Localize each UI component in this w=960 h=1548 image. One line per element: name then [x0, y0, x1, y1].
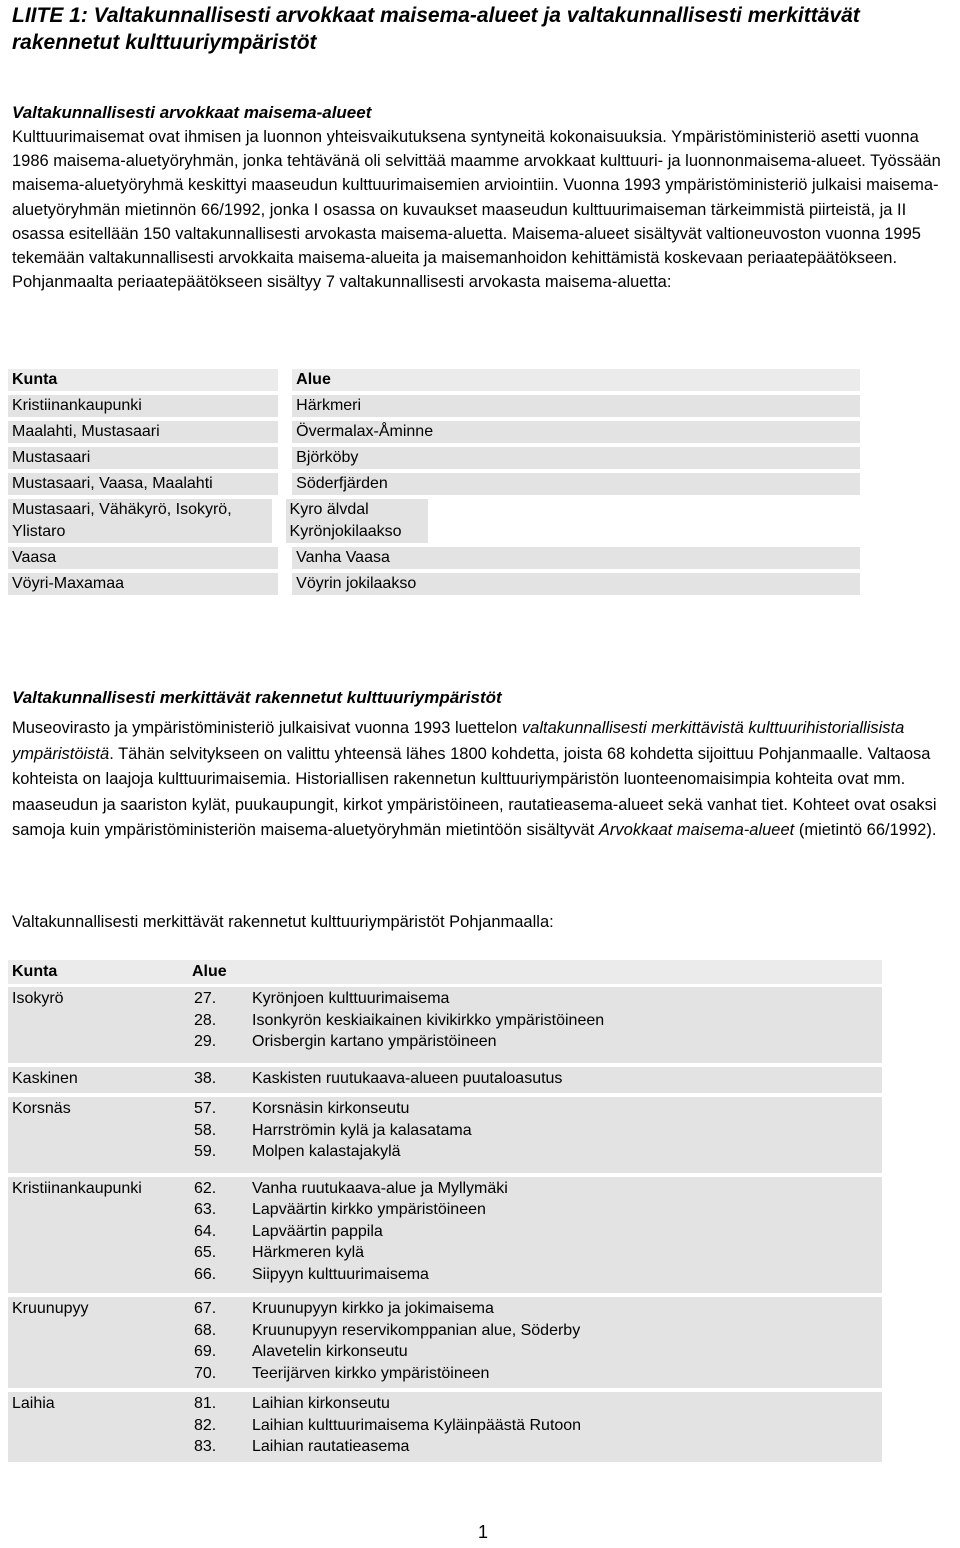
item-number: 64.: [194, 1222, 217, 1240]
list-item: [188, 1242, 882, 1264]
cell-kunta: Mustasaari: [8, 447, 278, 469]
list-item: [188, 1363, 882, 1385]
list-item: [188, 1436, 882, 1458]
table-row: [8, 1297, 882, 1388]
landscape-areas-table: [8, 369, 860, 599]
section2-text-a: Museovirasto ja ympäristöministeriö julkaisivat vuonna 1993 luettelon: [12, 719, 522, 737]
item-number: 29.: [194, 1033, 217, 1050]
item-name: Lapväärtin pappila: [252, 1222, 383, 1240]
cell-kunta: Kristiinankaupunki: [8, 395, 278, 417]
item-name: Alavetelin kirkonseutu: [252, 1343, 408, 1360]
item-number: 68.: [194, 1321, 217, 1339]
list-item: [188, 1393, 882, 1415]
item-number: 27.: [194, 990, 217, 1007]
cell-alue-list: [188, 1098, 882, 1163]
item-name: Orisbergin kartano ympäristöineen: [252, 1033, 497, 1050]
header-alue: Alue: [192, 963, 227, 980]
item-number: 63.: [194, 1201, 217, 1218]
item-name: Siipyyn kulttuurimaisema: [252, 1265, 429, 1283]
item-name: Kruunupyyn kirkko ja jokimaisema: [252, 1300, 494, 1317]
item-name: Kyrönjoen kulttuurimaisema: [252, 990, 450, 1007]
cell-alue-list: [188, 1178, 882, 1286]
item-name: Härkmeren kylä: [252, 1244, 365, 1261]
table-row: [8, 395, 860, 417]
list-item: [188, 1415, 882, 1437]
item-name: Laihian rautatieasema: [252, 1438, 410, 1455]
list-item: [188, 1141, 882, 1163]
item-number: 81.: [194, 1395, 217, 1412]
table-row: [8, 421, 860, 443]
header-alue: Alue: [292, 369, 860, 391]
item-number: 28.: [194, 1011, 217, 1029]
item-number: 83.: [194, 1438, 217, 1455]
cell-alue: Kyro älvdal Kyrönjokilaakso: [286, 499, 428, 543]
item-number: 66.: [194, 1265, 217, 1283]
list-item: [188, 1298, 882, 1320]
table-row: [8, 1097, 882, 1173]
section2-emphasis-2: Arvokkaat maisema-alueet: [598, 821, 795, 840]
cell-kunta: Vaasa: [8, 547, 278, 569]
list-item: [188, 1320, 882, 1342]
table-row: [8, 499, 860, 543]
cell-alue: Vanha Vaasa: [292, 547, 860, 569]
list-item: [188, 1010, 882, 1032]
table-row: [8, 1392, 882, 1462]
cell-alue: Vöyrin jokilaakso: [292, 573, 860, 595]
table-row: [8, 1177, 882, 1294]
cell-alue-list: [188, 1393, 882, 1458]
list-item: [188, 1199, 882, 1221]
page-number: 1: [478, 1522, 489, 1542]
item-name: Kruunupyyn reservikomppanian alue, Söderby: [252, 1321, 581, 1339]
cell-kunta: Maalahti, Mustasaari: [8, 421, 278, 443]
section2-paragraph: [12, 716, 956, 844]
item-name: Laihian kirkonseutu: [252, 1395, 390, 1412]
section2-text-c: (mietintö 66/1992).: [794, 821, 937, 840]
list-item: [188, 1264, 882, 1286]
cell-alue-list: [188, 1068, 882, 1090]
section2-heading: Valtakunnallisesti merkittävät rakennetut kulttuuriympäristöt: [12, 688, 502, 707]
cell-alue: Söderfjärden: [292, 473, 860, 495]
table-row: [8, 473, 860, 495]
table-row: [8, 987, 882, 1063]
cell-kunta: Mustasaari, Vaasa, Maalahti: [8, 473, 278, 495]
cell-alue: Björköby: [292, 447, 860, 469]
item-name: Isonkyrön keskiaikainen kivikirkko ympäristöineen: [252, 1011, 605, 1029]
item-number: 69.: [194, 1343, 217, 1360]
section2-text-b: . Tähän selvitykseen on valittu yhteensä lähes 1800 kohdetta, joista 68 kohdetta sijoittuu Pohjanmaalle. Valtaosa kohteista on laajoja kulttuurimaisemia. Historiallisen rakennetun kulttuuriympäristön luonteenomaisimpia kohteita ovat mm. maaseudun ja saariston kylät, puukaupungit, kirkot ympäristöineen, rautatieasema-alueet sekä vanhat tiet. Kohteet ovat osaksi samoja kuin ympäristöministeriön maisema-aluetyöryhmän mietintöön sisältyvät: [12, 744, 937, 840]
item-number: 65.: [194, 1244, 217, 1261]
item-number: 62.: [194, 1179, 217, 1197]
table-row: [8, 547, 860, 569]
section2-emphasis-1: valtakunnallisesti merkittävistä kulttuurihistoriallisista ympäristöistä: [12, 719, 905, 763]
list-item: [188, 1221, 882, 1243]
item-name: Laihian kulttuurimaisema Kyläinpäästä Rutoon: [252, 1416, 582, 1434]
item-name: Teerijärven kirkko ympäristöineen: [252, 1364, 490, 1382]
item-name: Molpen kalastajakylä: [252, 1143, 401, 1160]
item-name: Harrströmin kylä ja kalasatama: [252, 1121, 472, 1139]
cell-kunta: Isokyrö: [12, 990, 64, 1007]
list-item: [188, 1341, 882, 1363]
cell-kunta: Kaskinen: [12, 1069, 78, 1087]
list-item: [188, 1031, 882, 1053]
item-number: 59.: [194, 1143, 217, 1160]
table-row: [8, 447, 860, 469]
cell-alue: Övermalax-Åminne: [292, 421, 860, 443]
item-number: 57.: [194, 1100, 217, 1117]
item-number: 70.: [194, 1364, 217, 1382]
item-name: Lapväärtin kirkko ympäristöineen: [252, 1201, 486, 1218]
document-title: LIITE 1: Valtakunnallisesti arvokkaat maisema-alueet ja valtakunnallisesti merkittävät rakennetut kulttuuriympäristöt: [12, 4, 860, 54]
cell-kunta: Kristiinankaupunki: [12, 1179, 142, 1197]
list-item: [188, 1120, 882, 1142]
table-header-row: [8, 369, 860, 391]
cell-kunta: Vöyri-Maxamaa: [8, 573, 278, 595]
table-row: [8, 1067, 882, 1094]
table-header-row: [8, 960, 882, 984]
built-environments-table: [8, 960, 882, 1466]
cell-alue-list: [188, 1298, 882, 1384]
item-name: Korsnäsin kirkonseutu: [252, 1100, 410, 1117]
cell-kunta: Korsnäs: [12, 1100, 71, 1117]
section1-heading: Valtakunnallisesti arvokkaat maisema-alueet: [12, 103, 372, 122]
section2-intro: Valtakunnallisesti merkittävät rakennetut kulttuuriympäristöt Pohjanmaalla:: [12, 913, 554, 931]
section1-paragraph: Kulttuurimaisemat ovat ihmisen ja luonnon yhteisvaikutuksena syntyneitä kokonaisuuksia. Ympäristöministeriö asetti vuonna 1986 maisema-aluetyöryhmän, jonka tehtävänä oli selvittää maamme arvokkaat kulttuuri- ja luonnonmaisema-alueet. Työssään maisema-aluetyöryhmä keskittyi maaseudun kulttuurimaisemien arviointiin. Vuonna 1993 ympäristöministeriö julkaisi maisema-aluetyöryhmän mietinnön 66/1992, jonka I osassa on kuvaukset maaseudun kulttuurimaiseman tärkeimmistä piirteistä, ja II osassa esitellään 150 valtakunnallisesti arvokasta maisema-aluetta. Maisema-alueet sisältyvät valtioneuvoston vuonna 1995 tekemään valtakunnallisesti arvokkaita maisema-alueita ja maisemanhoidon kehittämistä koskevaan periaatepäätökseen. Pohjanmaalta periaatepäätökseen sisältyy 7 valtakunnallisesti arvokasta maisema-aluetta:: [12, 128, 941, 292]
list-item: [188, 1098, 882, 1120]
cell-kunta: Kruunupyy: [12, 1300, 89, 1317]
table-body: [8, 987, 882, 1462]
header-kunta: Kunta: [8, 369, 278, 391]
cell-kunta: Mustasaari, Vähäkyrö, Isokyrö, Ylistaro: [8, 499, 272, 543]
item-number: 82.: [194, 1416, 217, 1434]
item-name: Kaskisten ruutukaava-alueen puutaloasutus: [252, 1069, 563, 1087]
header-kunta: Kunta: [12, 963, 58, 980]
table-row: [8, 573, 860, 595]
list-item: [188, 1068, 882, 1090]
list-item: [188, 988, 882, 1010]
item-number: 58.: [194, 1121, 217, 1139]
cell-alue-list: [188, 988, 882, 1053]
cell-alue: Härkmeri: [292, 395, 860, 417]
item-number: 67.: [194, 1300, 217, 1317]
cell-kunta: Laihia: [12, 1395, 55, 1412]
item-number: 38.: [194, 1069, 217, 1087]
list-item: [188, 1178, 882, 1200]
item-name: Vanha ruutukaava-alue ja Myllymäki: [252, 1179, 508, 1197]
